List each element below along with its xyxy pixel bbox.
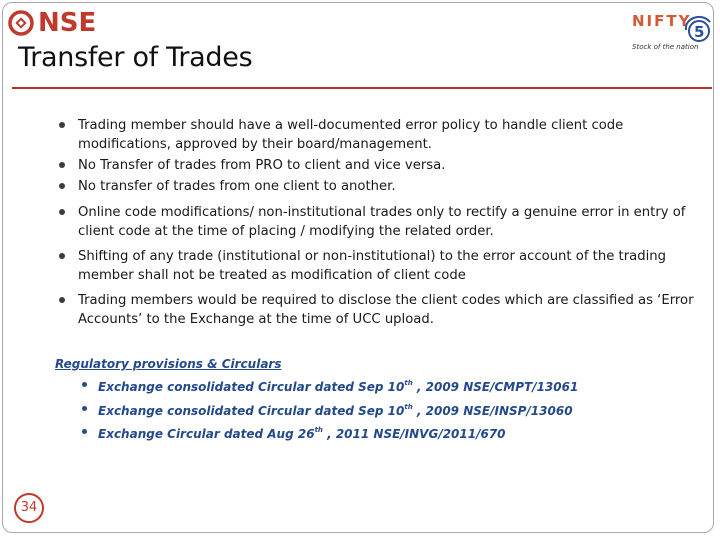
nse-logo (8, 10, 96, 36)
bullet-dot-icon (59, 297, 65, 303)
circular-suffix: th (404, 379, 413, 387)
circular-item[interactable] (55, 421, 675, 445)
page-title: Transfer of Trades (18, 42, 253, 73)
nse-brand-text: NSE (38, 8, 97, 38)
bullet-list (56, 116, 696, 329)
bullet-item (56, 247, 696, 285)
nifty-number: 5 (694, 23, 705, 41)
bullet-text: No Transfer of trades from PRO to client and vice versa. (78, 158, 446, 173)
bullet-dot-icon (59, 253, 65, 259)
regulatory-heading[interactable]: Regulatory provisions & Circulars (55, 357, 282, 371)
nifty-logo (632, 10, 714, 56)
circular-item[interactable] (55, 374, 675, 398)
bullet-item (56, 177, 696, 196)
bullet-dot-icon (82, 429, 87, 434)
bullet-text: Trading member should have a well-documented error policy to handle client code modifications, approved by their board/management. (78, 118, 624, 152)
bullet-dot-icon (59, 122, 65, 128)
circular-suffix: th (404, 402, 413, 411)
title-divider (12, 87, 712, 89)
bullet-text: No transfer of trades from one client to another. (78, 179, 396, 194)
bullet-item (56, 116, 696, 154)
circular-text: Exchange consolidated Circular dated Sep 10 (98, 380, 405, 394)
circular-suffix: th (314, 426, 323, 434)
bullet-item (56, 156, 696, 175)
bullet-text: Trading members would be required to disclose the client codes which are classified as ‘Error Accounts’ to the Exchange at the time of UCC upload. (78, 293, 694, 327)
circular-text: Exchange Circular dated Aug 26 (98, 427, 315, 441)
bullet-dot-icon (82, 382, 87, 387)
circular-ref: , 2009 NSE/INSP/13060 (412, 403, 573, 418)
nse-emblem-icon (8, 10, 34, 36)
bullet-item (56, 291, 696, 329)
bullet-text: Online code modifications/ non-institutional trades only to rectify a genuine error in entry of client code at the time of placing / modifying the related order. (78, 205, 686, 239)
regulatory-section (55, 357, 675, 445)
bullet-text: Shifting of any trade (institutional or non-institutional) to the error account of the trading member shall not be treated as modification of client code (78, 249, 666, 283)
nifty-swirl-icon (680, 10, 714, 44)
bullet-dot-icon (82, 406, 87, 411)
circular-ref: , 2011 NSE/INVG/2011/670 (322, 427, 506, 441)
nifty-logo-text: NIFTY (632, 12, 692, 30)
circular-item[interactable] (55, 398, 675, 422)
circular-list (55, 374, 675, 445)
circular-ref: , 2009 NSE/CMPT/13061 (412, 380, 579, 394)
page-number: 34 (14, 493, 44, 523)
bullet-dot-icon (59, 183, 65, 189)
bullet-item (56, 203, 696, 241)
bullet-dot-icon (59, 162, 65, 168)
bullet-dot-icon (59, 209, 65, 215)
nifty-tagline: Stock of the nation (632, 43, 699, 51)
circular-text: Exchange consolidated Circular dated Sep 10 (98, 403, 405, 418)
